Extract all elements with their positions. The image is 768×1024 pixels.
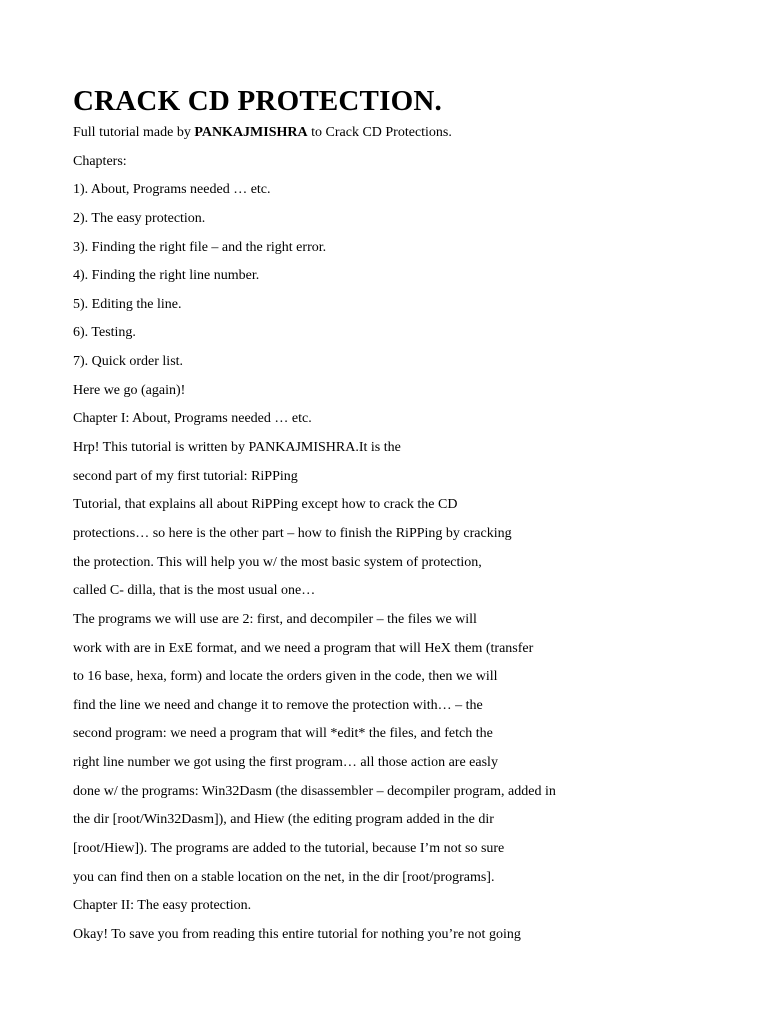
body-line: done w/ the programs: Win32Dasm (the disassembler – decompiler program, added in — [73, 783, 556, 799]
body-line: find the line we need and change it to remove the protection with… – the — [73, 697, 483, 713]
body-line: the dir [root/Win32Dasm]), and Hiew (the editing program added in the dir — [73, 812, 494, 828]
body-line: protections… so here is the other part – how to finish the RiPPing by cracking — [73, 525, 512, 541]
document-title: CRACK CD PROTECTION. — [73, 85, 442, 117]
toc-item-7: 7). Quick order list. — [73, 354, 184, 370]
intro-suffix: to Crack CD Protections. — [307, 125, 452, 140]
toc-item-6: 6). Testing. — [73, 325, 136, 341]
toc-item-3: 3). Finding the right file – and the right error. — [73, 239, 327, 255]
body-line: Tutorial, that explains all about RiPPing except how to crack the CD — [73, 497, 458, 513]
toc-item-5: 5). Editing the line. — [73, 296, 182, 312]
author-name: PANKAJMISHRA — [194, 125, 308, 140]
body-line: right line number we got using the first program… all those action are easly — [73, 755, 498, 771]
intro-line — [73, 125, 693, 141]
document-page — [73, 84, 693, 956]
intro-prefix: Full tutorial made by — [73, 125, 195, 140]
toc-item-2: 2). The easy protection. — [73, 210, 206, 226]
body-line: Okay! To save you from reading this entire tutorial for nothing you’re not going — [73, 926, 521, 942]
toc-item-1: 1). About, Programs needed … etc. — [73, 182, 271, 198]
body-line: second part of my first tutorial: RiPPing — [73, 468, 298, 484]
body-line: second program: we need a program that will *edit* the files, and fetch the — [73, 726, 493, 742]
toc-item-4: 4). Finding the right line number. — [73, 268, 260, 284]
body-line: Hrp! This tutorial is written by PANKAJMISHRA.It is the — [73, 440, 401, 456]
body-line: called C- dilla, that is the most usual one… — [73, 583, 316, 599]
body-line: Here we go (again)! — [73, 382, 186, 398]
body-line: you can find then on a stable location on the net, in the dir [root/programs]. — [73, 869, 495, 885]
chapter-2-heading: Chapter II: The easy protection. — [73, 898, 252, 914]
chapter-1-heading: Chapter I: About, Programs needed … etc. — [73, 411, 312, 427]
body-line: work with are in ExE format, and we need a program that will HeX them (transfer — [73, 640, 534, 656]
body-line: The programs we will use are 2: first, and decompiler – the files we will — [73, 611, 477, 627]
body-line: to 16 base, hexa, form) and locate the orders given in the code, then we will — [73, 669, 498, 685]
body-line: the protection. This will help you w/ the most basic system of protection, — [73, 554, 482, 570]
chapters-heading: Chapters: — [73, 153, 127, 169]
body-line: [root/Hiew]). The programs are added to the tutorial, because I’m not so sure — [73, 841, 505, 857]
